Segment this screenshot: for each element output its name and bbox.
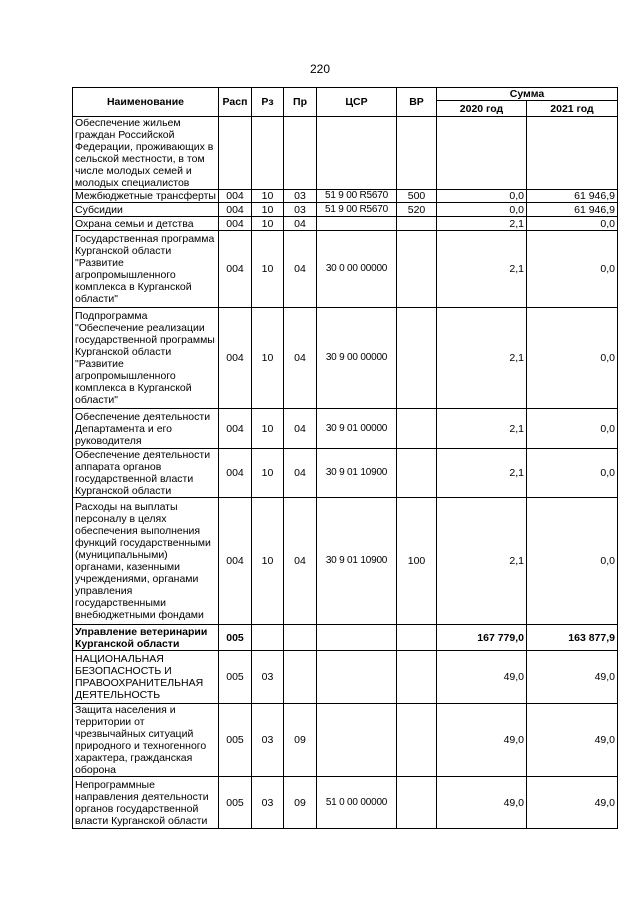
table-row [73, 231, 618, 308]
cell-rasp: 005 [219, 625, 252, 651]
cell-vr: 500 [397, 190, 437, 203]
cell-csr: 30 9 01 10900 [317, 498, 397, 625]
cell-rasp: 004 [219, 203, 252, 217]
cell-sum-2020: 2,1 [437, 308, 527, 409]
header-csr: ЦСР [317, 88, 397, 117]
cell-sum-2020: 49,0 [437, 704, 527, 777]
header-pr: Пр [284, 88, 317, 117]
cell-sum-2021: 0,0 [527, 409, 618, 449]
cell-sum-2021: 0,0 [527, 308, 618, 409]
table-row [73, 449, 618, 498]
cell-rasp: 004 [219, 498, 252, 625]
cell-rasp: 004 [219, 190, 252, 203]
cell-vr [397, 449, 437, 498]
cell-sum-2021: 49,0 [527, 777, 618, 829]
cell-rz: 10 [252, 498, 284, 625]
cell-rz: 10 [252, 203, 284, 217]
header-rz: Рз [252, 88, 284, 117]
table-row [73, 409, 618, 449]
cell-sum-2021: 0,0 [527, 449, 618, 498]
cell-vr [397, 308, 437, 409]
cell-name: Субсидии [73, 203, 219, 217]
cell-rz: 10 [252, 190, 284, 203]
cell-csr: 30 9 01 10900 [317, 449, 397, 498]
header-rasp: Расп [219, 88, 252, 117]
header-year-2021: 2021 год [527, 101, 618, 117]
header-year-2020: 2020 год [437, 101, 527, 117]
header-name: Наименование [73, 88, 219, 117]
cell-name: НАЦИОНАЛЬНАЯ БЕЗОПАСНОСТЬ И ПРАВООХРАНИТЕЛЬНАЯ ДЕЯТЕЛЬНОСТЬ [73, 651, 219, 704]
cell-sum-2020: 167 779,0 [437, 625, 527, 651]
cell-rasp: 004 [219, 409, 252, 449]
cell-vr [397, 409, 437, 449]
cell-csr: 51 0 00 00000 [317, 777, 397, 829]
cell-rz: 10 [252, 449, 284, 498]
cell-pr: 04 [284, 217, 317, 231]
table-row [73, 704, 618, 777]
cell-rz: 10 [252, 409, 284, 449]
cell-csr [317, 117, 397, 190]
cell-vr [397, 651, 437, 704]
table-row [73, 190, 618, 203]
cell-name: Управление ветеринарии Курганской области [73, 625, 219, 651]
cell-sum-2020 [437, 117, 527, 190]
header-sum: Сумма [437, 88, 618, 101]
cell-pr: 03 [284, 203, 317, 217]
header-vr: ВР [397, 88, 437, 117]
cell-sum-2021: 61 946,9 [527, 190, 618, 203]
cell-rasp [219, 117, 252, 190]
cell-vr: 100 [397, 498, 437, 625]
cell-sum-2021: 49,0 [527, 651, 618, 704]
cell-rz: 10 [252, 231, 284, 308]
cell-sum-2021: 0,0 [527, 217, 618, 231]
cell-sum-2021: 0,0 [527, 231, 618, 308]
cell-csr: 30 0 00 00000 [317, 231, 397, 308]
cell-name: Подпрограмма "Обеспечение реализации государственной программы Курганской области "Развитие агропромышленного комплекса в Курганской области" [73, 308, 219, 409]
cell-rasp: 004 [219, 217, 252, 231]
cell-name: Обеспечение жильем граждан Российской Федерации, проживающих в сельской местности, в том числе молодых семей и молодых специалистов [73, 117, 219, 190]
cell-vr [397, 625, 437, 651]
cell-vr: 520 [397, 203, 437, 217]
cell-name: Расходы на выплаты персоналу в целях обеспечения выполнения функций государственными (муниципальными) органами, казенными учреждениями, органами управления государственными внебюджетными фондами [73, 498, 219, 625]
cell-pr [284, 117, 317, 190]
table-row [73, 651, 618, 704]
cell-sum-2020: 49,0 [437, 651, 527, 704]
cell-pr: 04 [284, 409, 317, 449]
cell-name: Защита населения и территории от чрезвычайных ситуаций природного и техногенного характера, гражданская оборона [73, 704, 219, 777]
cell-sum-2020: 2,1 [437, 217, 527, 231]
cell-name: Обеспечение деятельности аппарата органов государственной власти Курганской области [73, 449, 219, 498]
cell-vr [397, 231, 437, 308]
cell-vr [397, 217, 437, 231]
cell-rz: 03 [252, 651, 284, 704]
cell-name: Межбюджетные трансферты [73, 190, 219, 203]
cell-name: Государственная программа Курганской области "Развитие агропромышленного комплекса в Курганской области" [73, 231, 219, 308]
cell-sum-2020: 2,1 [437, 498, 527, 625]
budget-table [72, 87, 618, 829]
cell-rasp: 004 [219, 449, 252, 498]
cell-sum-2021: 0,0 [527, 498, 618, 625]
table-row [73, 117, 618, 190]
cell-rz [252, 625, 284, 651]
cell-name: Обеспечение деятельности Департамента и его руководителя [73, 409, 219, 449]
cell-csr [317, 217, 397, 231]
cell-sum-2020: 2,1 [437, 409, 527, 449]
cell-sum-2020: 2,1 [437, 449, 527, 498]
cell-pr: 04 [284, 231, 317, 308]
cell-pr [284, 625, 317, 651]
table-row [73, 203, 618, 217]
cell-rasp: 005 [219, 777, 252, 829]
cell-csr: 51 9 00 R5670 [317, 203, 397, 217]
cell-sum-2020: 49,0 [437, 777, 527, 829]
cell-vr [397, 704, 437, 777]
cell-sum-2021: 163 877,9 [527, 625, 618, 651]
cell-csr: 30 9 00 00000 [317, 308, 397, 409]
cell-rz: 03 [252, 704, 284, 777]
cell-pr [284, 651, 317, 704]
cell-csr: 30 9 01 00000 [317, 409, 397, 449]
cell-pr: 09 [284, 777, 317, 829]
cell-sum-2021: 61 946,9 [527, 203, 618, 217]
cell-pr: 04 [284, 308, 317, 409]
cell-pr: 03 [284, 190, 317, 203]
cell-rasp: 004 [219, 231, 252, 308]
cell-csr [317, 704, 397, 777]
table-row [73, 777, 618, 829]
cell-name: Непрограммные направления деятельности органов государственной власти Курганской области [73, 777, 219, 829]
table-row [73, 625, 618, 651]
cell-sum-2021: 49,0 [527, 704, 618, 777]
cell-name: Охрана семьи и детства [73, 217, 219, 231]
cell-rz [252, 117, 284, 190]
table-row [73, 308, 618, 409]
cell-rasp: 005 [219, 704, 252, 777]
cell-sum-2020: 2,1 [437, 231, 527, 308]
cell-pr: 09 [284, 704, 317, 777]
cell-vr [397, 777, 437, 829]
cell-sum-2020: 0,0 [437, 203, 527, 217]
cell-rz: 10 [252, 308, 284, 409]
cell-sum-2021 [527, 117, 618, 190]
cell-csr: 51 9 00 R5670 [317, 190, 397, 203]
cell-rz: 10 [252, 217, 284, 231]
cell-rasp: 004 [219, 308, 252, 409]
cell-pr: 04 [284, 449, 317, 498]
page-number: 220 [309, 62, 331, 76]
cell-csr [317, 651, 397, 704]
cell-csr [317, 625, 397, 651]
table-row [73, 217, 618, 231]
cell-sum-2020: 0,0 [437, 190, 527, 203]
cell-vr [397, 117, 437, 190]
table-row [73, 498, 618, 625]
cell-pr: 04 [284, 498, 317, 625]
cell-rasp: 005 [219, 651, 252, 704]
cell-rz: 03 [252, 777, 284, 829]
